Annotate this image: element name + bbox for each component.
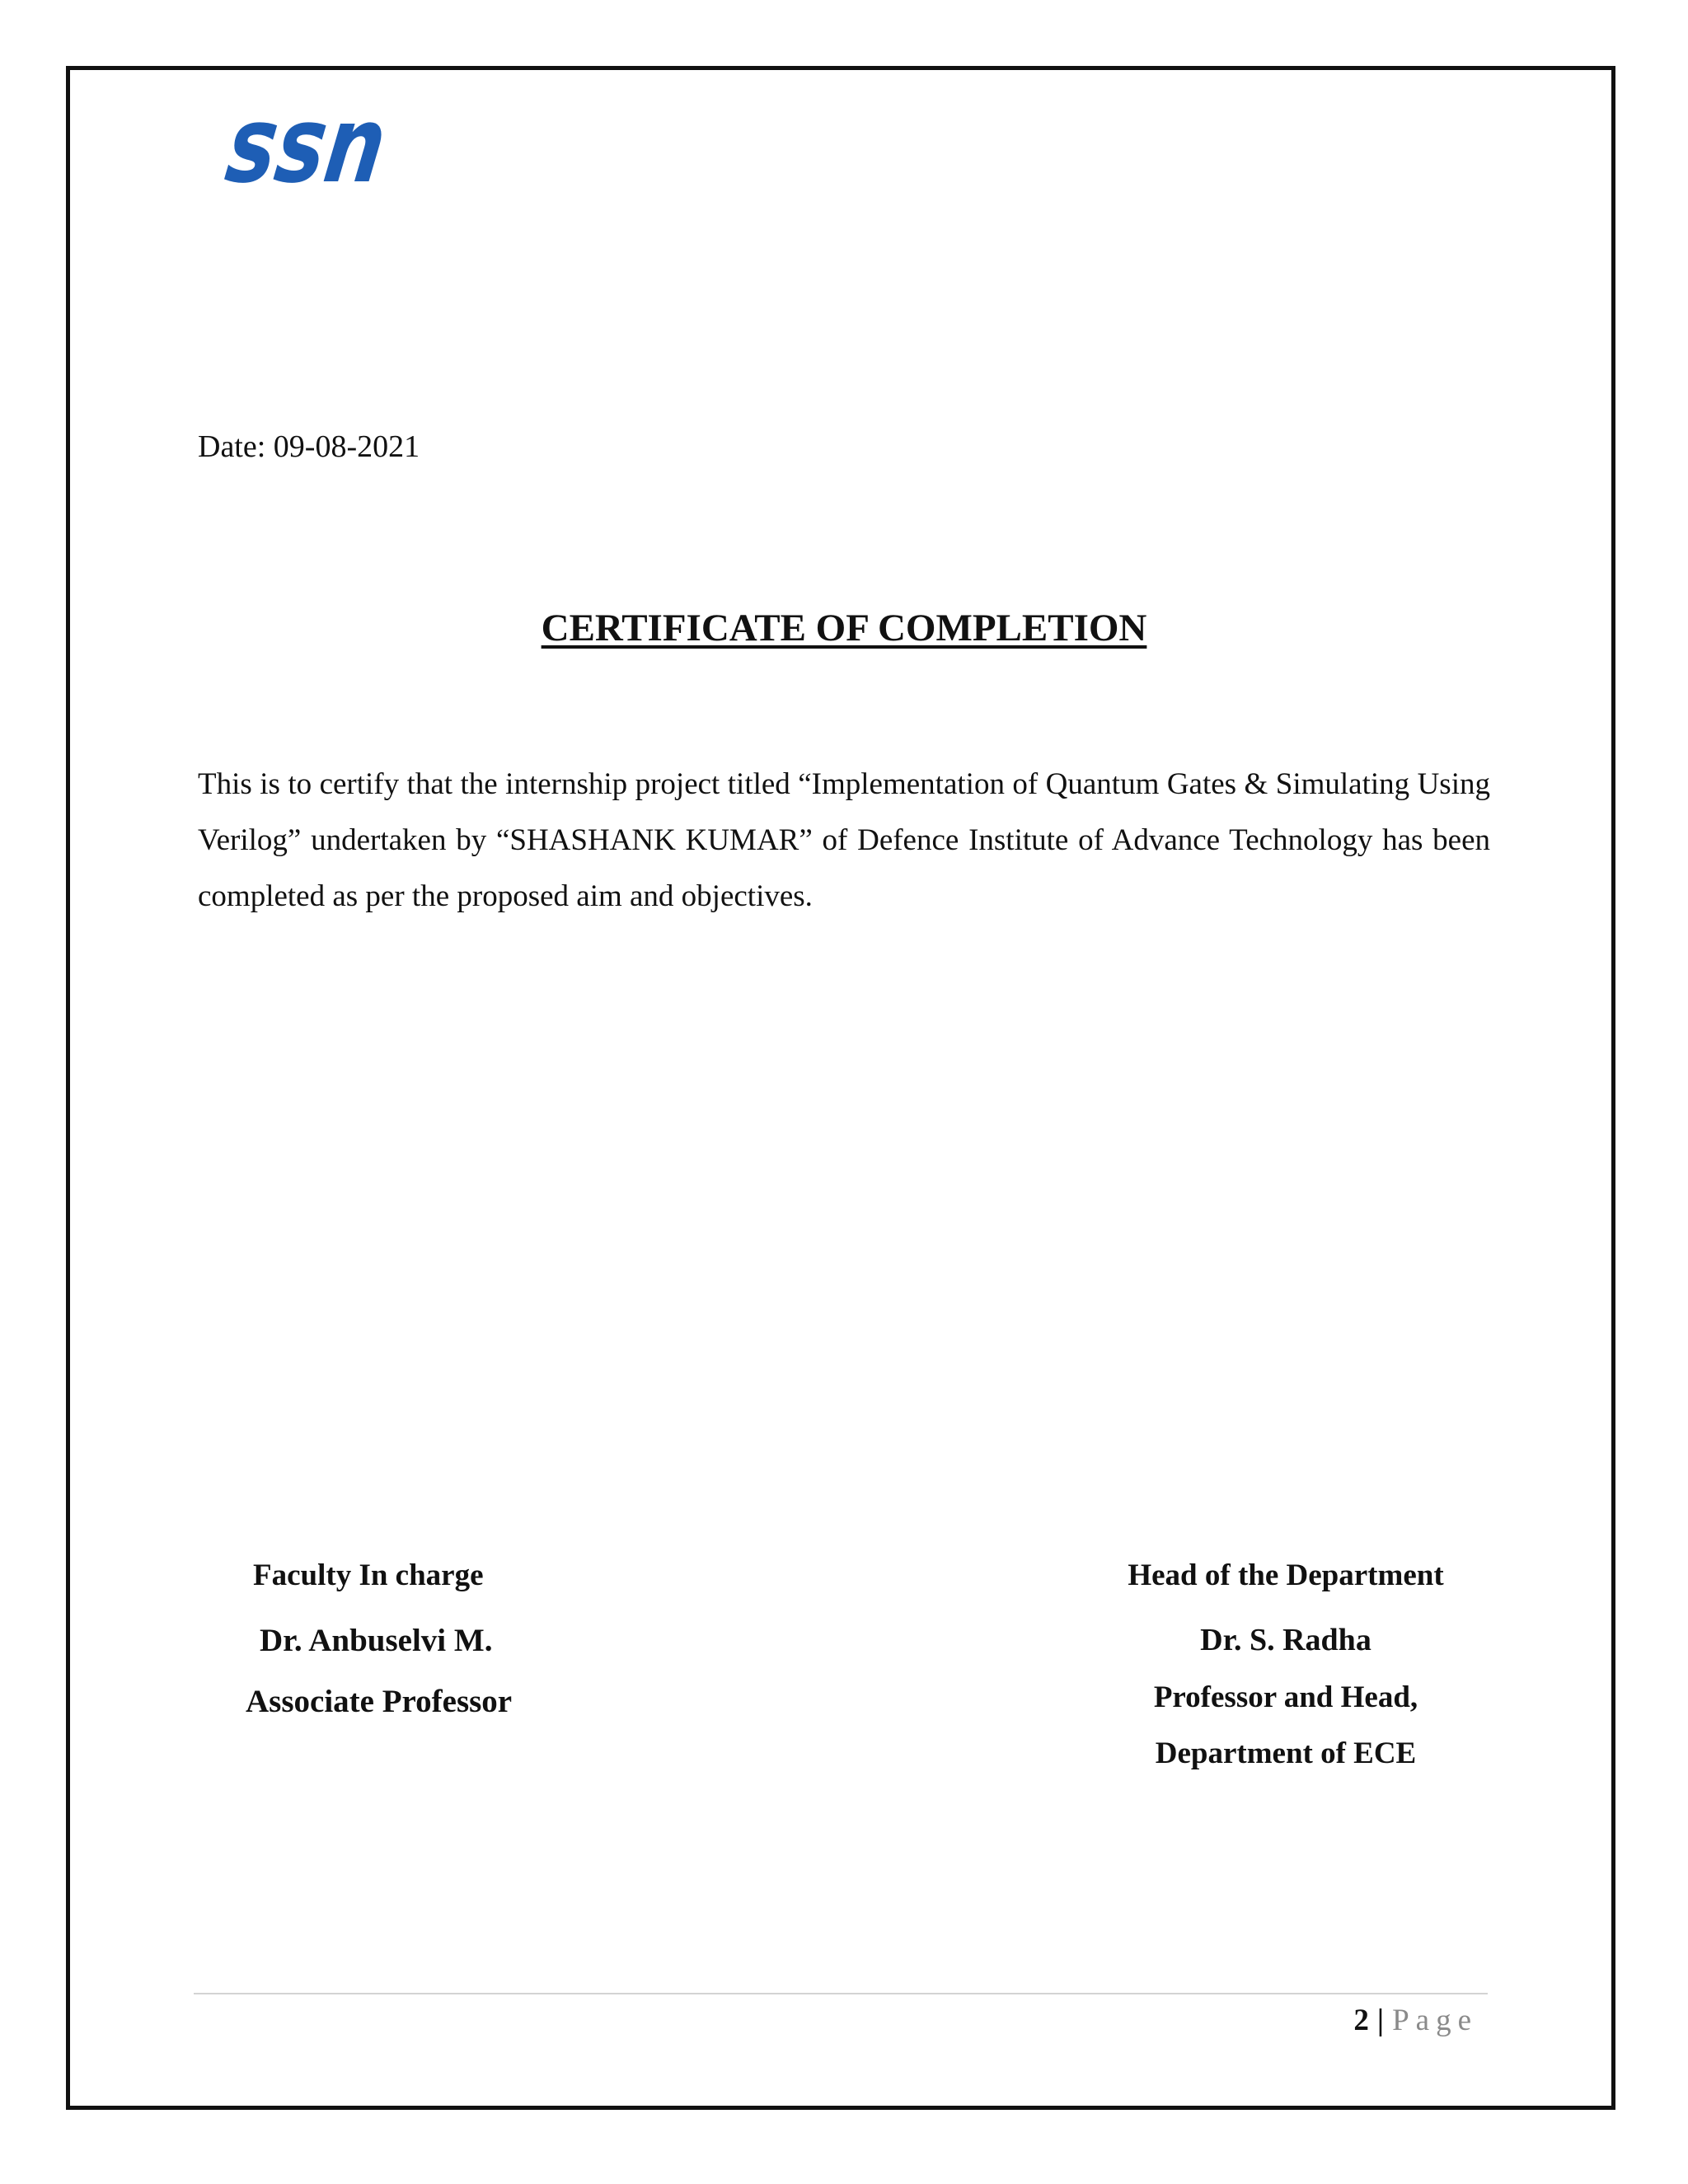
certificate-body: This is to certify that the internship project titled “Implementation of Quantum Gates & Simulating Using Verilog” undertaken by “SHASHANK KUMAR” of Defence Institute of Advance Technology has been completed as per the proposed aim and objectives.	[198, 767, 1490, 913]
page-label: Page	[1392, 2004, 1478, 2037]
footer-divider	[194, 1993, 1488, 1994]
faculty-name: Dr. Anbuselvi M.	[260, 1623, 493, 1658]
faculty-title: Associate Professor	[246, 1684, 513, 1719]
page-number: 2	[1353, 2004, 1369, 2037]
hod-title: Professor and Head,	[1153, 1680, 1418, 1714]
hod-role: Head of the Department	[1128, 1558, 1444, 1592]
hod-name: Dr. S. Radha	[1200, 1623, 1372, 1657]
faculty-role: Faculty In charge	[253, 1558, 484, 1592]
page-footer	[1353, 2003, 1478, 2038]
page-border	[66, 66, 1615, 2110]
ssn-logo	[219, 84, 438, 207]
certificate-title: CERTIFICATE OF COMPLETION	[541, 607, 1147, 649]
hod-department: Department of ECE	[1155, 1736, 1417, 1770]
certificate-date: Date: 09-08-2021	[198, 429, 420, 464]
page-separator: |	[1376, 2004, 1385, 2037]
logo-text: ssn	[219, 84, 438, 207]
